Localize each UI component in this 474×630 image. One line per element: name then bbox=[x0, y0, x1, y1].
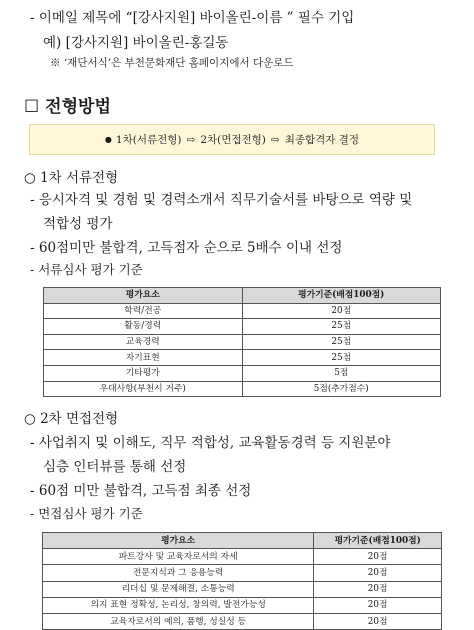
table-cell: 의지 표현 정확성, 논리성, 창의력, 발전가능성 bbox=[43, 597, 314, 613]
table-row bbox=[44, 381, 441, 397]
table-cell: 25점 bbox=[242, 319, 441, 335]
stage2-line: - 사업취지 및 이해도, 직무 적합성, 교육활동경력 등 지원분야 bbox=[30, 435, 391, 451]
arrow-right-icon: ⇨ bbox=[270, 134, 280, 146]
form-download-note: ※ ‘재단서식’은 부천문화재단 홈페이지에서 다운로드 bbox=[50, 57, 294, 69]
table-cell: 25점 bbox=[242, 350, 441, 366]
table-cell: 전문지식과 그 응용능력 bbox=[43, 565, 314, 581]
table-header-cell: 평가기준(배점100점) bbox=[242, 288, 441, 304]
stage2-heading: ○ 2차 면접전형 bbox=[24, 411, 119, 427]
table-row bbox=[43, 549, 442, 565]
table-row bbox=[44, 365, 441, 381]
table-cell: 기타평가 bbox=[44, 365, 243, 381]
table-header-cell: 평가요소 bbox=[44, 288, 243, 304]
email-subject-instruction: - 이메일 제목에 “[강사지원] 바이올린-이름 ” 필수 기입 bbox=[30, 10, 355, 26]
stage1-line: 적합성 평가 bbox=[43, 216, 113, 232]
flow-step-2: 2차(면접전형) bbox=[200, 134, 266, 146]
table-cell: 교육자로서의 예의, 품행, 성실성 등 bbox=[43, 613, 314, 629]
table-cell: 20점 bbox=[314, 581, 442, 597]
table-cell: 활동/경력 bbox=[44, 319, 243, 335]
table-row bbox=[44, 350, 441, 366]
table-row bbox=[43, 581, 442, 597]
section-title bbox=[24, 92, 111, 117]
table-cell: 20점 bbox=[314, 549, 442, 565]
table-row bbox=[43, 597, 442, 613]
arrow-right-icon: ⇨ bbox=[186, 134, 196, 146]
flow-step-1: 1차(서류전형) bbox=[115, 134, 182, 146]
table-cell: 자기표현 bbox=[44, 350, 243, 366]
table-header-row bbox=[44, 288, 441, 304]
selection-flow-box bbox=[29, 124, 435, 155]
stage1-line: - 응시자격 및 경험 및 경력소개서 직무기술서를 바탕으로 역량 및 bbox=[30, 192, 413, 208]
table-cell: 학력/전공 bbox=[44, 303, 243, 319]
table-cell: 5점(추가점수) bbox=[242, 381, 441, 397]
stage1-line: - 서류심사 평가 기준 bbox=[30, 262, 143, 277]
table-header-row bbox=[43, 533, 442, 549]
section-title-text: 전형방법 bbox=[45, 97, 111, 117]
table-cell: 교육경력 bbox=[44, 334, 243, 350]
table-cell: 20점 bbox=[314, 613, 442, 629]
table-cell: 20점 bbox=[314, 597, 442, 613]
table-header-cell: 평가기준(배점100점) bbox=[314, 533, 442, 549]
table-row bbox=[44, 319, 441, 335]
table-row bbox=[44, 334, 441, 350]
table-cell: 리더십 및 문제해결, 소통능력 bbox=[43, 581, 314, 597]
table-header-cell: 평가요소 bbox=[43, 533, 314, 549]
stage2-line: - 60점 미만 불합격, 고득점 최종 선정 bbox=[30, 483, 252, 499]
table-cell: 20점 bbox=[242, 303, 441, 319]
table-cell: 우대사항(부천시 거주) bbox=[44, 381, 243, 397]
table-row bbox=[43, 565, 442, 581]
checkbox-square-icon: ☐ bbox=[24, 97, 40, 117]
stage2-line: 심층 인터뷰를 통해 선정 bbox=[43, 459, 187, 475]
table-cell: 20점 bbox=[314, 565, 442, 581]
interview-criteria-table bbox=[42, 532, 442, 630]
document-review-criteria-table bbox=[43, 287, 441, 397]
table-cell: 5점 bbox=[242, 365, 441, 381]
stage2-line: - 면접심사 평가 기준 bbox=[30, 506, 143, 521]
table-cell: 파트강사 및 교육자로서의 자세 bbox=[43, 549, 314, 565]
table-row bbox=[43, 613, 442, 629]
flow-step-3: 최종합격자 결정 bbox=[284, 134, 360, 146]
bullet-icon: ● bbox=[104, 135, 112, 144]
table-cell: 25점 bbox=[242, 334, 441, 350]
table-row bbox=[44, 303, 441, 319]
stage1-line: - 60점미만 불합격, 고득점자 순으로 5배수 이내 선정 bbox=[30, 240, 343, 256]
email-subject-example: 예) [강사지원] 바이올린-홍길동 bbox=[43, 35, 229, 51]
stage1-heading: ○ 1차 서류전형 bbox=[24, 170, 119, 186]
